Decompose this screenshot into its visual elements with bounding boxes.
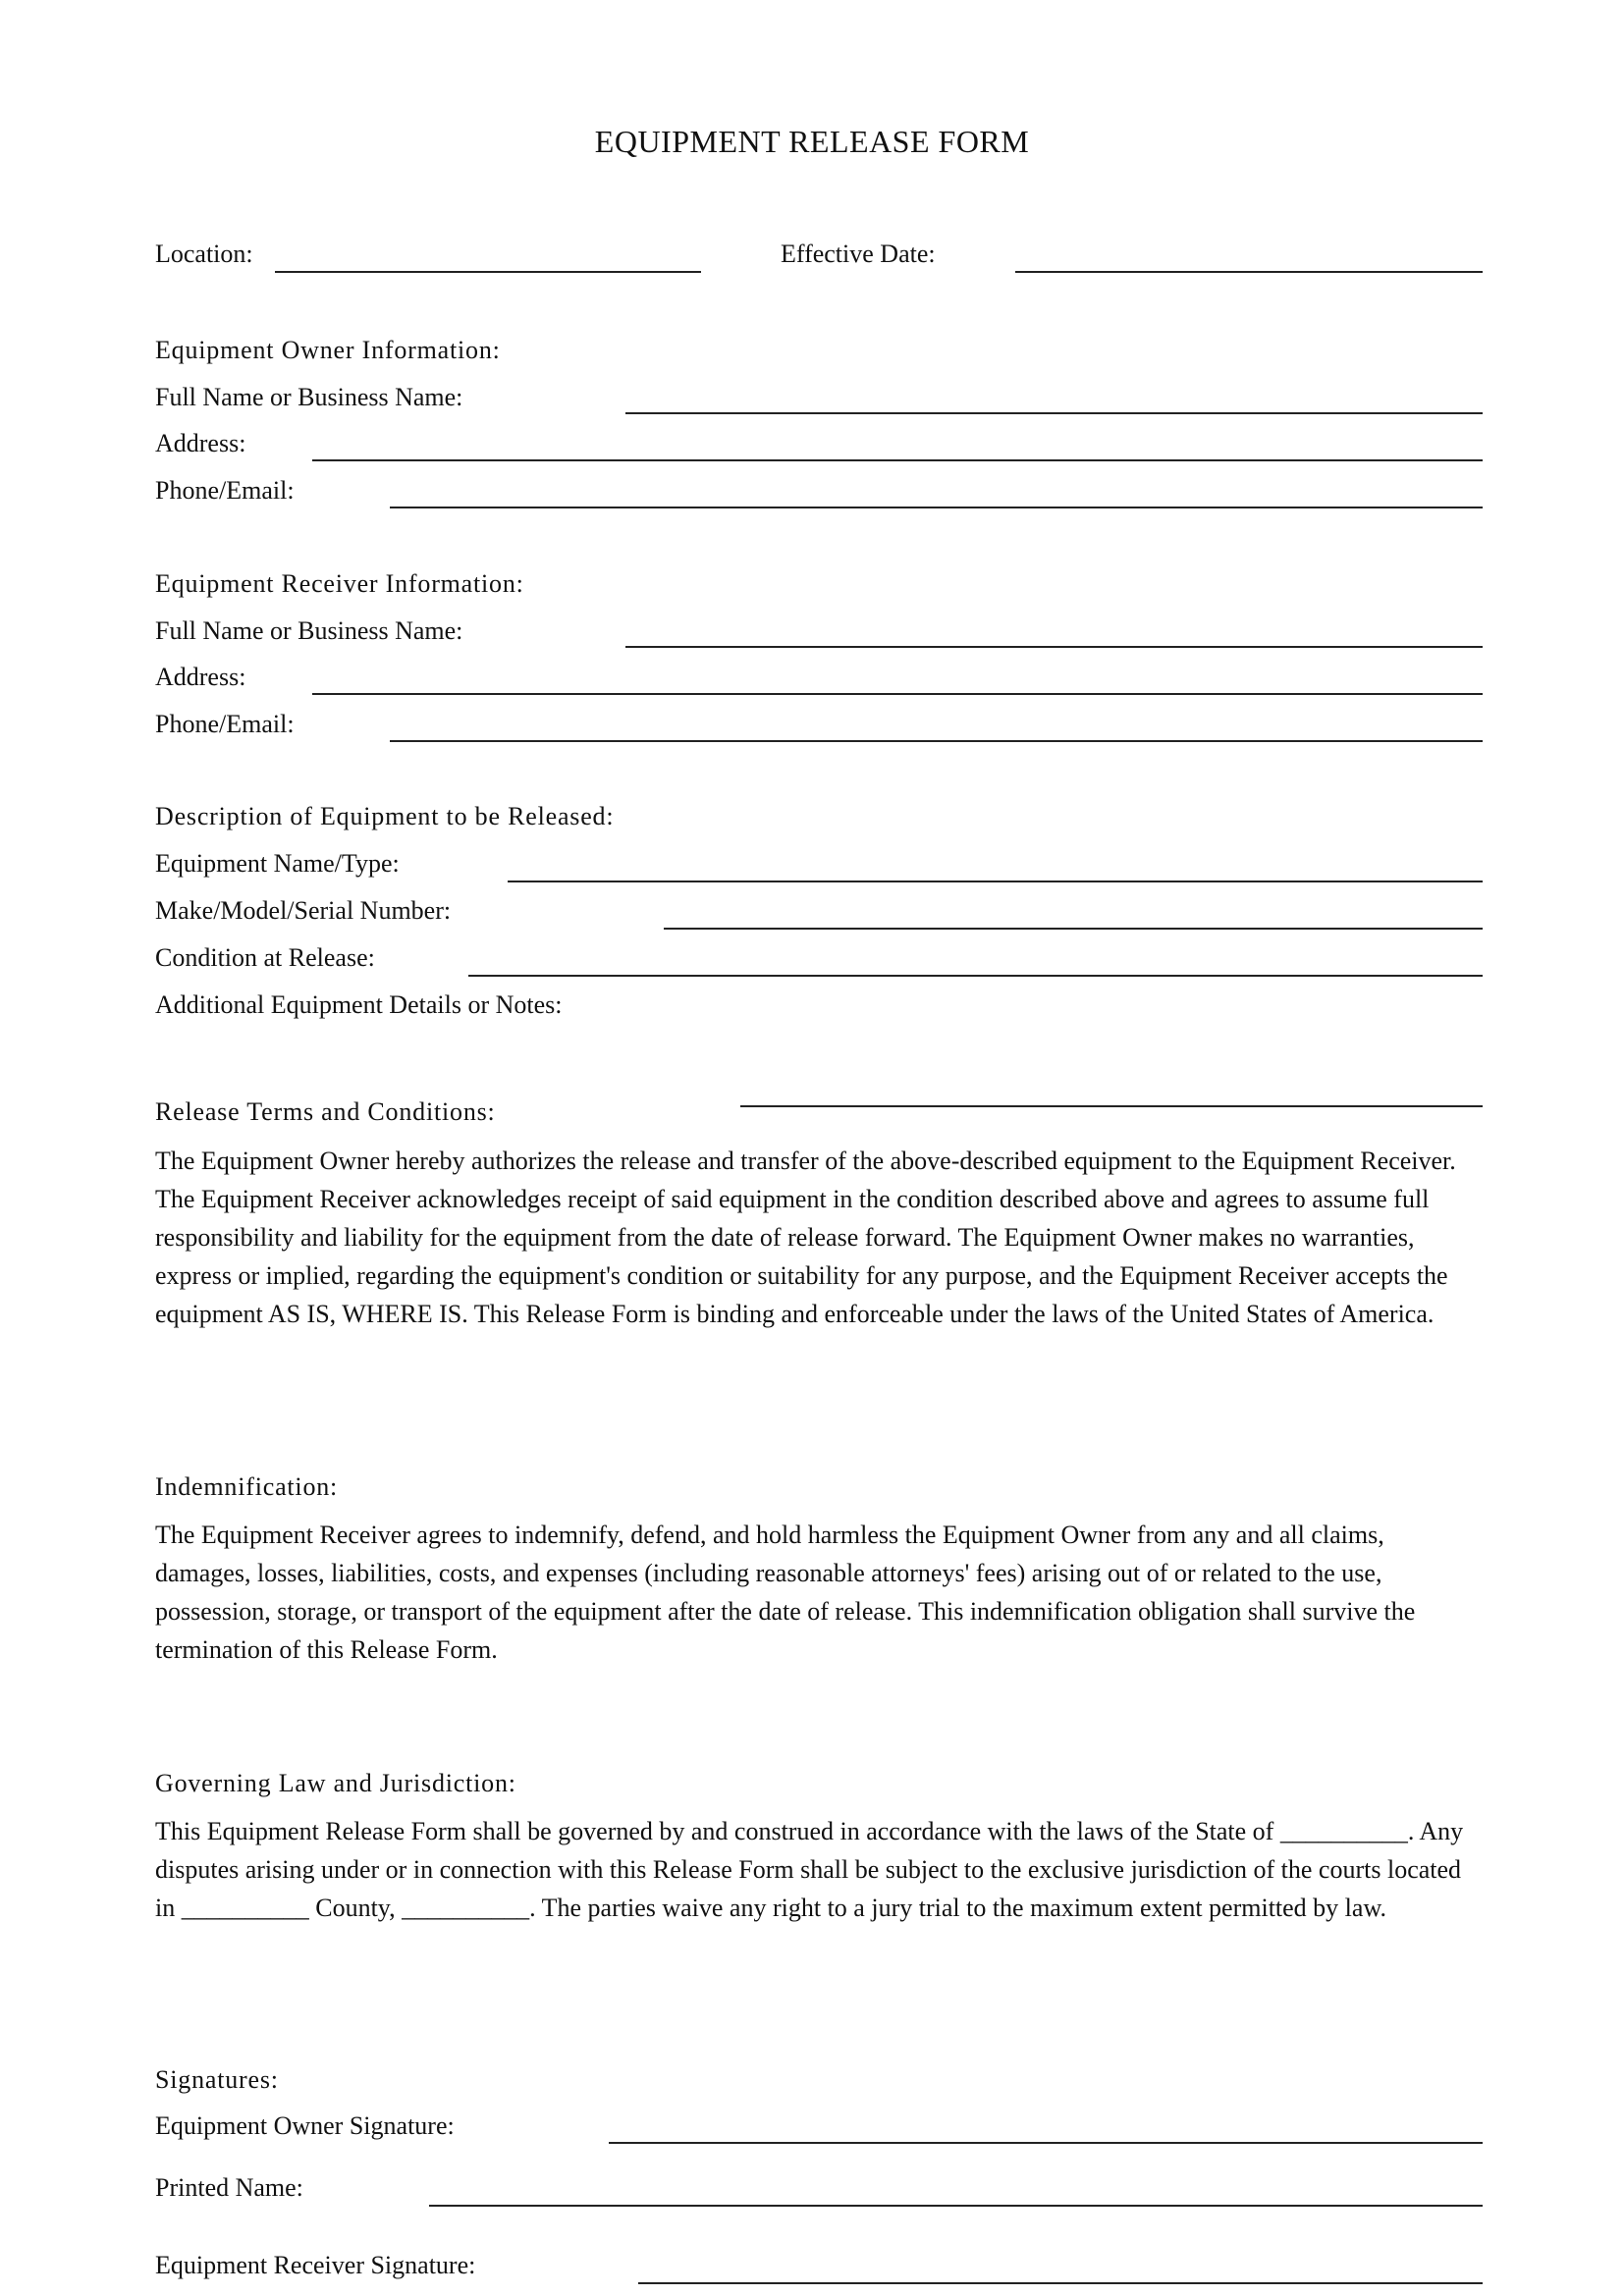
receiver-signature-label: Equipment Receiver Signature: xyxy=(155,2251,476,2279)
governing-law-body: This Equipment Release Form shall be governed by and construed in accordance with the laws of the State of __________. Any disputes arising under or in connection with this Release Form shall be subject to the exclusive jurisdiction of the courts located in __________ County, __________. The parties waive any right to a jury trial to the maximum extent permitted by law. xyxy=(155,1817,1464,1922)
make-model-serial-field[interactable] xyxy=(664,928,1483,930)
receiver-contact-label: Phone/Email: xyxy=(155,710,295,738)
owner-contact-field[interactable] xyxy=(390,507,1483,508)
indemnification-heading: Indemnification: xyxy=(155,1472,339,1501)
terms-heading: Release Terms and Conditions: xyxy=(155,1097,496,1126)
owner-signature-field[interactable] xyxy=(609,2142,1483,2144)
condition-at-release-field[interactable] xyxy=(468,975,1483,977)
owner-name-label: Full Name or Business Name: xyxy=(155,383,463,411)
equipment-name-type-label: Equipment Name/Type: xyxy=(155,849,400,878)
effective-date-field[interactable] xyxy=(1015,271,1483,273)
owner-name-field[interactable] xyxy=(625,412,1483,414)
terms-body: The Equipment Owner hereby authorizes the release and transfer of the above-described equipment to the Equipment Receiver. The Equipment Receiver acknowledges receipt of said equipment in the condition described above and agrees to assume full responsibility and liability for the equipment from the date of release forward. The Equipment Owner makes no warranties, express or implied, regarding the equipment's condition or suitability for any purpose, and the Equipment Receiver accepts the equipment AS IS, WHERE IS. This Release Form is binding and enforceable under the laws of the United States of America. xyxy=(155,1147,1456,1328)
additional-details-label: Additional Equipment Details or Notes: xyxy=(155,990,563,1019)
receiver-name-label: Full Name or Business Name: xyxy=(155,616,463,645)
equipment-name-type-field[interactable] xyxy=(508,881,1483,882)
owner-info-heading: Equipment Owner Information: xyxy=(155,336,501,364)
make-model-serial-label: Make/Model/Serial Number: xyxy=(155,896,452,925)
location-field[interactable] xyxy=(275,271,701,273)
additional-details-field[interactable] xyxy=(740,1105,1483,1107)
owner-address-field[interactable] xyxy=(312,459,1483,461)
equipment-description-heading: Description of Equipment to be Released: xyxy=(155,802,615,830)
effective-date-label: Effective Date: xyxy=(781,240,936,268)
receiver-info-heading: Equipment Receiver Information: xyxy=(155,569,524,598)
form-title: EQUIPMENT RELEASE FORM xyxy=(594,124,1030,159)
owner-contact-label: Phone/Email: xyxy=(155,476,295,505)
condition-at-release-label: Condition at Release: xyxy=(155,943,375,972)
printed-name-field[interactable] xyxy=(429,2205,1483,2207)
receiver-address-label: Address: xyxy=(155,663,246,691)
printed-name-label: Printed Name: xyxy=(155,2173,303,2202)
location-label: Location: xyxy=(155,240,253,268)
receiver-name-field[interactable] xyxy=(625,646,1483,648)
indemnification-body: The Equipment Receiver agrees to indemnify, defend, and hold harmless the Equipment Owner from any and all claims, damages, losses, liabilities, costs, and expenses (including reasonable attorneys' fees) arising out of or related to the use, possession, storage, or transport of the equipment after the date of release. This indemnification obligation shall survive the termination of this Release Form. xyxy=(155,1521,1416,1664)
receiver-address-field[interactable] xyxy=(312,693,1483,695)
governing-law-heading: Governing Law and Jurisdiction: xyxy=(155,1769,516,1797)
owner-signature-label: Equipment Owner Signature: xyxy=(155,2111,455,2140)
receiver-signature-field[interactable] xyxy=(638,2282,1483,2284)
receiver-contact-field[interactable] xyxy=(390,740,1483,742)
signatures-heading: Signatures: xyxy=(155,2065,279,2094)
owner-address-label: Address: xyxy=(155,429,246,457)
